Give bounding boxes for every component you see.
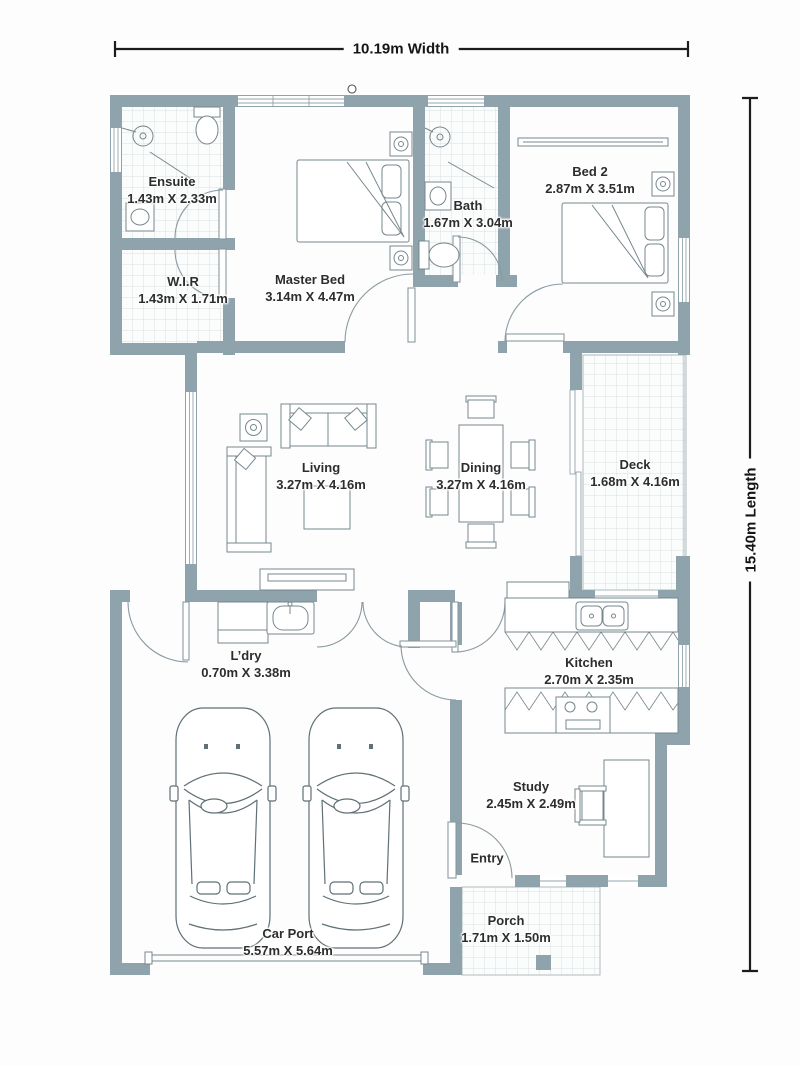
room-size: 3.14m X 4.47m — [265, 289, 355, 304]
master-door — [345, 274, 415, 342]
double-doors-hall — [317, 602, 408, 647]
room-name: Entry — [470, 850, 504, 866]
window-bath-north — [428, 96, 484, 106]
room-size: 2.45m X 2.49m — [486, 796, 576, 811]
room-size: 2.87m X 3.51m — [545, 181, 635, 196]
room-label-bath — [423, 197, 513, 231]
window-study-south-2 — [608, 877, 638, 885]
room-size: 3.27m X 4.16m — [436, 477, 526, 492]
room-name: Car Port — [262, 926, 314, 941]
master-bed-furniture — [297, 132, 412, 270]
room-label-ensuite — [127, 173, 217, 207]
room-name: Deck — [619, 457, 651, 472]
room-name: Ensuite — [148, 174, 196, 189]
room-label-living — [276, 459, 366, 493]
room-name: Porch — [487, 913, 525, 928]
room-name: Bath — [453, 198, 483, 213]
room-label-bed2 — [545, 163, 635, 197]
window-kitchen-east — [679, 645, 689, 687]
living-furniture — [227, 404, 376, 590]
length-dimension-label: 15.40m Length — [743, 458, 760, 581]
window-living-west — [186, 392, 196, 564]
room-size: 3.27m X 4.16m — [276, 477, 366, 492]
sliding-door-deck — [570, 390, 581, 556]
room-size: 5.57m X 5.64m — [243, 943, 333, 958]
room-label-master-bed — [265, 271, 355, 305]
room-size: 1.68m X 4.16m — [590, 474, 680, 489]
window-study-south-1 — [540, 877, 566, 885]
window-ensuite-west — [111, 128, 121, 172]
room-label-laundry — [201, 647, 291, 681]
room-size: 1.43m X 2.33m — [127, 191, 217, 206]
laundry-fixtures — [218, 602, 314, 643]
room-name: Kitchen — [565, 655, 613, 670]
entry-inner-door — [400, 641, 456, 700]
room-size: 1.43m X 1.71m — [138, 291, 228, 306]
laundry-door — [128, 602, 189, 662]
room-label-entry — [470, 850, 503, 867]
room-name: Master Bed — [274, 272, 346, 287]
room-name: Study — [512, 779, 550, 794]
room-name: Bed 2 — [572, 164, 608, 179]
room-label-wir — [138, 273, 228, 307]
room-name: L’dry — [230, 648, 262, 663]
window-master-north — [238, 96, 344, 106]
room-label-porch — [461, 912, 551, 946]
width-dimension-label: 10.19m Width — [344, 41, 459, 58]
room-label-car-port — [243, 925, 333, 959]
room-size: 0.70m X 3.38m — [201, 665, 291, 680]
study-furniture — [575, 760, 649, 857]
room-name: Dining — [460, 460, 502, 475]
door-hinge-marker — [348, 85, 356, 93]
room-name: W.I.R — [167, 274, 199, 289]
room-size: 2.70m X 2.35m — [544, 672, 634, 687]
room-size: 1.71m X 1.50m — [461, 930, 551, 945]
room-name: Living — [301, 460, 341, 475]
window-bed2-east — [679, 238, 689, 302]
room-size: 1.67m X 3.04m — [423, 215, 513, 230]
room-label-dining — [436, 459, 526, 493]
room-label-kitchen — [544, 654, 634, 688]
room-label-study — [486, 778, 576, 812]
room-label-deck — [590, 456, 680, 490]
bed2-door — [505, 284, 564, 342]
